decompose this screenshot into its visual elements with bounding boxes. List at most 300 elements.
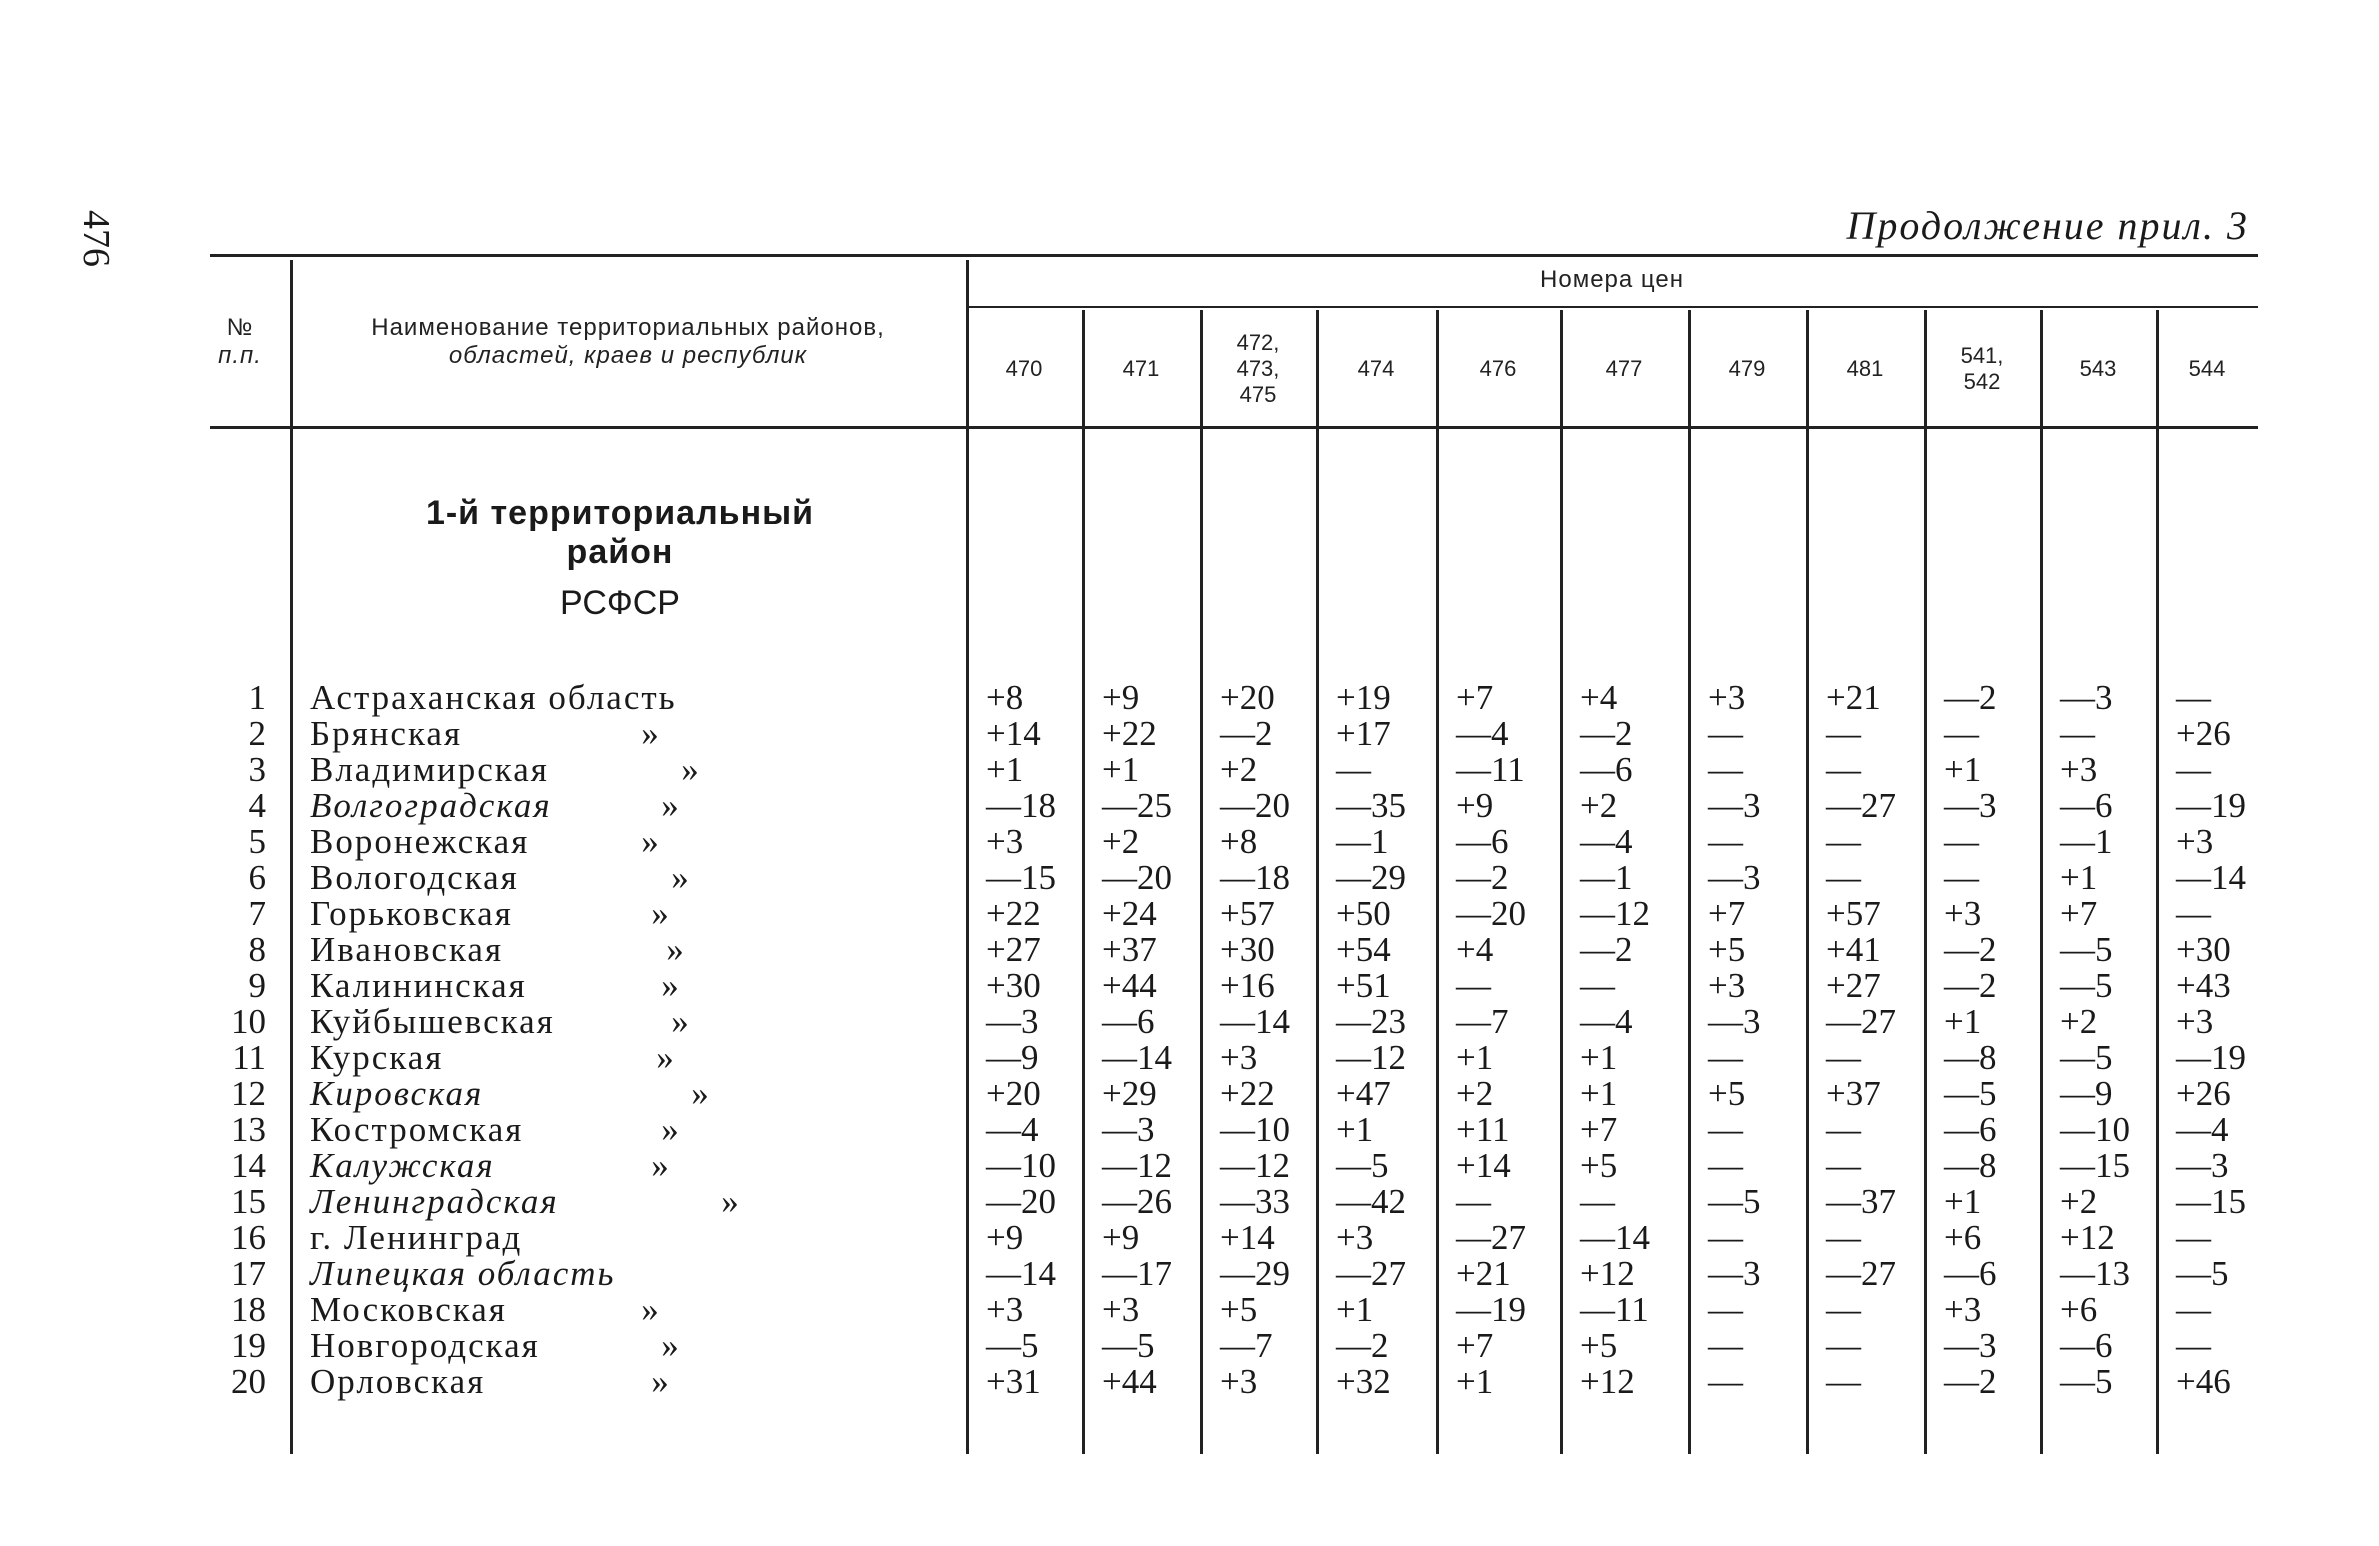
value-cell: — [2176,1326,2211,1365]
value-cell: —13 [2060,1254,2130,1293]
value-cell: —1 [1580,858,1633,897]
value-cell: —2 [1220,714,1273,753]
region-name: г. Ленинград [310,1218,523,1257]
row-number: 2 [248,714,266,753]
row-number: 7 [248,894,266,933]
ditto-mark: » [721,1182,739,1221]
table-row [210,1076,2258,1112]
price-table [210,254,2258,1454]
value-cell: —5 [2060,930,2113,969]
value-cell: +5 [1708,930,1746,969]
value-cell: +3 [2176,1002,2214,1041]
table-row [210,1184,2258,1220]
value-cell: +2 [1220,750,1258,789]
value-cell: —5 [1102,1326,1155,1365]
value-cell: —7 [1220,1326,1273,1365]
value-cell: +1 [1456,1038,1494,1077]
value-cell: +12 [2060,1218,2115,1257]
value-cell: +7 [1580,1110,1618,1149]
value-cell: +3 [986,822,1024,861]
column-number-label: 472, [1236,330,1280,355]
value-cell: +2 [2060,1182,2098,1221]
value-cell: +1 [1944,1182,1982,1221]
value-cell: —2 [1944,966,1997,1005]
value-cell: — [1944,858,1979,897]
region-name: Вологодская [310,858,519,897]
value-cell: —3 [986,1002,1039,1041]
value-cell: —6 [1580,750,1633,789]
value-cell: —5 [2060,1362,2113,1401]
row-number: 12 [231,1074,266,1113]
value-cell: +3 [2176,822,2214,861]
table-row [210,1220,2258,1256]
value-cell: — [1580,1182,1615,1221]
value-cell: +14 [986,714,1041,753]
value-cell: +3 [1708,678,1746,717]
value-cell: —5 [1336,1146,1389,1185]
value-cell: —11 [1580,1290,1649,1329]
value-cell: +6 [1944,1218,1982,1257]
value-cell: +1 [1944,1002,1982,1041]
table-row [210,1328,2258,1364]
table-row [210,788,2258,824]
value-cell: —3 [1708,1254,1761,1293]
value-cell: —6 [1944,1254,1997,1293]
value-cell: — [1708,1290,1743,1329]
value-cell: +12 [1580,1254,1635,1293]
value-cell: —4 [2176,1110,2229,1149]
value-cell: +1 [1102,750,1140,789]
value-cell: —12 [1336,1038,1406,1077]
region-name: Куйбышевская [310,1002,555,1041]
value-cell: +2 [1580,786,1618,825]
value-cell: +26 [2176,714,2231,753]
value-cell: +21 [1826,678,1881,717]
region-name: Ивановская [310,930,504,969]
value-cell: +3 [1944,1290,1982,1329]
value-cell: +3 [1102,1290,1140,1329]
value-cell: —2 [1580,930,1633,969]
value-cell: —8 [1944,1146,1997,1185]
value-cell: —10 [1220,1110,1290,1149]
row-number: 16 [231,1218,266,1257]
table-top-rule [210,254,2258,257]
value-cell: — [1708,1038,1743,1077]
value-cell: —19 [1456,1290,1526,1329]
table-row [210,1256,2258,1292]
value-cell: +30 [2176,930,2231,969]
value-cell: —1 [1336,822,1389,861]
region-name: Калужская [310,1146,495,1185]
value-cell: — [1708,822,1743,861]
ditto-mark: » [661,966,679,1005]
value-cell: —29 [1220,1254,1290,1293]
value-cell: — [2176,1290,2211,1329]
value-cell: —27 [1826,1254,1896,1293]
header-name-line2: областей, краев и республик [448,342,808,369]
row-number: 14 [231,1146,266,1185]
value-cell: +1 [1580,1074,1618,1113]
value-cell: —3 [1708,786,1761,825]
region-name: Новгородская [310,1326,540,1365]
row-number: 13 [231,1110,266,1149]
value-cell: —3 [1708,1002,1761,1041]
value-cell: +9 [1102,678,1140,717]
value-cell: +21 [1456,1254,1511,1293]
value-cell: +2 [1456,1074,1494,1113]
value-cell: — [2176,1218,2211,1257]
region-name: Курская [310,1038,444,1077]
page-number: 476 [75,210,117,267]
value-cell: +1 [1456,1362,1494,1401]
value-cell: +5 [1580,1326,1618,1365]
continuation-label: Продолжение прил. 3 [1846,203,2249,248]
ditto-mark: » [641,822,659,861]
value-cell: —29 [1336,858,1406,897]
row-number: 19 [231,1326,266,1365]
value-cell: +9 [986,1218,1024,1257]
value-cell: —3 [1944,1326,1997,1365]
ditto-mark: » [666,930,684,969]
value-cell: —33 [1220,1182,1290,1221]
value-cell: — [1708,1218,1743,1257]
row-number: 3 [248,750,266,789]
value-cell: — [2176,894,2211,933]
column-number-label: 544 [2188,356,2226,381]
value-cell: +7 [1456,678,1494,717]
table-row [210,1040,2258,1076]
value-cell: —14 [1220,1002,1290,1041]
region-name: Орловская [310,1362,486,1401]
region-name: Ленинградская [310,1182,559,1221]
value-cell: +1 [1336,1110,1374,1149]
ditto-mark: » [661,1326,679,1365]
value-cell: — [1708,714,1743,753]
value-cell: — [1826,1362,1861,1401]
ditto-mark: » [641,714,659,753]
column-number-label: 475 [1239,382,1277,407]
value-cell: +7 [1708,894,1746,933]
value-cell: +57 [1220,894,1275,933]
region-name: Брянская [310,714,463,753]
value-cell: — [1826,750,1861,789]
value-cell: +12 [1580,1362,1635,1401]
value-cell: — [1456,1182,1491,1221]
value-cell: +22 [986,894,1041,933]
value-cell: —19 [2176,786,2246,825]
value-cell: +27 [986,930,1041,969]
row-number: 1 [248,678,266,717]
column-number-label: 476 [1479,356,1517,381]
value-cell: —6 [1456,822,1509,861]
value-cell: —9 [986,1038,1039,1077]
column-number-label: 542 [1963,369,2001,394]
value-cell: +31 [986,1362,1041,1401]
value-cell: +9 [1102,1218,1140,1257]
value-cell: —14 [1102,1038,1172,1077]
ditto-mark: » [651,1362,669,1401]
value-cell: — [1826,1218,1861,1257]
value-cell: +57 [1826,894,1881,933]
row-number: 10 [231,1002,266,1041]
value-cell: —11 [1456,750,1525,789]
header-no-line1: № [226,314,254,341]
value-cell: —3 [1102,1110,1155,1149]
value-cell: —17 [1102,1254,1172,1293]
value-cell: +50 [1336,894,1391,933]
header-no-line2: п.п. [218,342,262,369]
value-cell: —2 [1336,1326,1389,1365]
table-row [210,860,2258,896]
value-cell: +54 [1336,930,1391,969]
value-cell: +3 [986,1290,1024,1329]
value-cell: +19 [1336,678,1391,717]
value-cell: —27 [1456,1218,1526,1257]
value-cell: +3 [1708,966,1746,1005]
value-cell: —4 [1580,822,1633,861]
value-cell: — [1336,750,1371,789]
value-cell: —12 [1220,1146,1290,1185]
value-cell: —3 [2060,678,2113,717]
value-cell: +8 [1220,822,1258,861]
ditto-mark: » [651,1146,669,1185]
value-cell: —27 [1826,1002,1896,1041]
section-title: 1-й территориальный район [425,494,815,571]
group-rule [966,306,2258,308]
value-cell: +29 [1102,1074,1157,1113]
value-cell: —1 [2060,822,2113,861]
value-cell: — [2176,678,2211,717]
value-cell: +2 [1102,822,1140,861]
value-cell: +17 [1336,714,1391,753]
value-cell: +32 [1336,1362,1391,1401]
value-cell: +7 [1456,1326,1494,1365]
row-number: 4 [248,786,266,825]
region-name: Московская [310,1290,507,1329]
value-cell: +7 [2060,894,2098,933]
column-number-label: 477 [1605,356,1643,381]
region-name: Владимирская [310,750,549,789]
value-cell: +5 [1580,1146,1618,1185]
row-number: 6 [248,858,266,897]
value-cell: —15 [986,858,1056,897]
value-cell: —5 [2060,966,2113,1005]
value-cell: +3 [1220,1362,1258,1401]
value-cell: —15 [2060,1146,2130,1185]
table-row [210,716,2258,752]
value-cell: +4 [1456,930,1494,969]
region-name: Волгоградская [310,786,552,825]
value-cell: +8 [986,678,1024,717]
region-name: Воронежская [310,822,530,861]
table-row [210,1292,2258,1328]
value-cell: —26 [1102,1182,1172,1221]
row-number: 20 [231,1362,266,1401]
value-cell: — [1826,1038,1861,1077]
value-cell: — [1944,714,1979,753]
header-bottom-rule [210,426,2258,429]
value-cell: —3 [1944,786,1997,825]
value-cell: +3 [1336,1218,1374,1257]
value-cell: —20 [1102,858,1172,897]
value-cell: —6 [2060,786,2113,825]
value-cell: +30 [986,966,1041,1005]
value-cell: +1 [1944,750,1982,789]
value-cell: —10 [986,1146,1056,1185]
table-row [210,752,2258,788]
value-cell: —27 [1826,786,1896,825]
column-number-label: 541, [1960,343,2004,368]
value-cell: —2 [1944,1362,1997,1401]
value-cell: —4 [1456,714,1509,753]
value-cell: — [1456,966,1491,1005]
value-cell: —3 [2176,1146,2229,1185]
value-cell: —23 [1336,1002,1406,1041]
ditto-mark: » [651,894,669,933]
ditto-mark: » [661,786,679,825]
value-cell: +1 [1580,1038,1618,1077]
value-cell: +26 [2176,1074,2231,1113]
value-cell: +27 [1826,966,1881,1005]
region-name: Горьковская [310,894,513,933]
value-cell: +22 [1102,714,1157,753]
value-cell: —18 [986,786,1056,825]
value-cell: —5 [1944,1074,1997,1113]
value-cell: +14 [1456,1146,1511,1185]
value-cell: —35 [1336,786,1406,825]
value-cell: — [1826,1290,1861,1329]
value-cell: +24 [1102,894,1157,933]
table-row [210,680,2258,716]
table-row [210,1364,2258,1400]
column-number-label: 479 [1728,356,1766,381]
value-cell: +22 [1220,1074,1275,1113]
row-number: 8 [248,930,266,969]
value-cell: —5 [1708,1182,1761,1221]
value-cell: +1 [2060,858,2098,897]
table-row [210,1112,2258,1148]
ditto-mark: » [671,858,689,897]
value-cell: —5 [2060,1038,2113,1077]
value-cell: —12 [1102,1146,1172,1185]
value-cell: —10 [2060,1110,2130,1149]
subsection-title: РСФСР [560,584,680,622]
value-cell: +6 [2060,1290,2098,1329]
value-cell: —14 [2176,858,2246,897]
row-number: 5 [248,822,266,861]
column-number-label: 481 [1846,356,1884,381]
value-cell: — [1580,966,1615,1005]
value-cell: —4 [986,1110,1039,1149]
value-cell: — [1708,1326,1743,1365]
value-cell: —2 [1944,678,1997,717]
value-cell: —20 [986,1182,1056,1221]
value-cell: +5 [1708,1074,1746,1113]
value-cell: +47 [1336,1074,1391,1113]
value-cell: +37 [1826,1074,1881,1113]
value-cell: +30 [1220,930,1275,969]
value-cell: —6 [1102,1002,1155,1041]
value-cell: —42 [1336,1182,1406,1221]
value-cell: —20 [1456,894,1526,933]
value-cell: +1 [986,750,1024,789]
table-row [210,896,2258,932]
value-cell: —8 [1944,1038,1997,1077]
value-cell: +46 [2176,1362,2231,1401]
value-cell: — [1708,750,1743,789]
value-cell: —6 [2060,1326,2113,1365]
table-row [210,1004,2258,1040]
region-name: Астраханская область [310,678,677,717]
value-cell: +44 [1102,966,1157,1005]
region-name: Костромская [310,1110,524,1149]
table-row [210,968,2258,1004]
value-cell: — [1826,714,1861,753]
column-number-label: 473, [1236,356,1280,381]
column-number-label: 474 [1357,356,1395,381]
value-cell: —6 [1944,1110,1997,1149]
row-number: 9 [248,966,266,1005]
value-cell: +51 [1336,966,1391,1005]
row-number: 18 [231,1290,266,1329]
value-cell: —7 [1456,1002,1509,1041]
ditto-mark: » [671,1002,689,1041]
value-cell: —2 [1944,930,1997,969]
value-cell: — [1826,1110,1861,1149]
value-cell: — [1944,822,1979,861]
value-cell: —5 [2176,1254,2229,1293]
ditto-mark: » [661,1110,679,1149]
value-cell: +20 [1220,678,1275,717]
value-cell: — [2060,714,2095,753]
value-cell: —2 [1456,858,1509,897]
row-number: 17 [231,1254,266,1293]
value-cell: +43 [2176,966,2231,1005]
value-cell: +3 [1220,1038,1258,1077]
value-cell: +37 [1102,930,1157,969]
value-cell: —5 [986,1326,1039,1365]
value-cell: — [1826,822,1861,861]
value-cell: — [1826,858,1861,897]
value-cell: — [2176,750,2211,789]
value-cell: +3 [1944,894,1982,933]
value-cell: —18 [1220,858,1290,897]
ditto-mark: » [681,750,699,789]
ditto-mark: » [691,1074,709,1113]
value-cell: +2 [2060,1002,2098,1041]
value-cell: —27 [1336,1254,1406,1293]
region-name: Калининская [310,966,527,1005]
value-cell: — [1708,1110,1743,1149]
value-cell: —19 [2176,1038,2246,1077]
ditto-mark: » [656,1038,674,1077]
row-number: 11 [232,1038,266,1077]
value-cell: — [1708,1362,1743,1401]
value-cell: —12 [1580,894,1650,933]
value-cell: +11 [1456,1110,1510,1149]
table-row [210,824,2258,860]
value-cell: +41 [1826,930,1881,969]
value-cell: —14 [986,1254,1056,1293]
column-number-label: 471 [1122,356,1160,381]
value-cell: —2 [1580,714,1633,753]
value-cell: +5 [1220,1290,1258,1329]
value-cell: +14 [1220,1218,1275,1257]
value-cell: +3 [2060,750,2098,789]
header-name-line1: Наименование территориальных районов, [371,314,885,341]
region-name: Липецкая область [310,1254,616,1293]
region-name: Кировская [310,1074,484,1113]
